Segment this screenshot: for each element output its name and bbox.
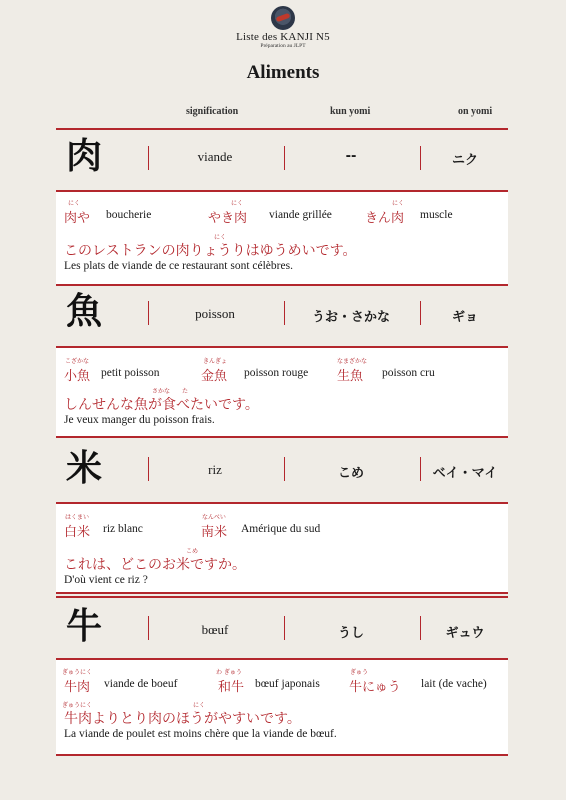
- logo-icon: [271, 6, 295, 30]
- kanji-kun-yomi: --: [345, 149, 357, 164]
- kanji-on-yomi: ベイ・マイ: [432, 466, 498, 481]
- example-word: 肉や: [64, 211, 91, 226]
- word-furigana: わ ぎゅう: [216, 669, 242, 676]
- column-separator: [420, 146, 421, 170]
- example-word: 金魚: [201, 369, 228, 384]
- word-furigana: ぎゅうにく: [62, 669, 93, 676]
- kanji-character: 魚: [66, 291, 103, 332]
- brand-title: Liste des KANJI N5: [236, 31, 330, 43]
- examples-panel: [56, 658, 508, 756]
- example-sentence: これは、どこのお米ですか。: [64, 557, 246, 573]
- word-furigana: にく: [392, 200, 405, 207]
- example-meaning: poisson cru: [382, 367, 435, 379]
- sentence-translation: Je veux manger du poisson frais.: [64, 414, 215, 426]
- examples-panel: [56, 502, 508, 594]
- example-meaning: Amérique du sud: [241, 523, 321, 535]
- word-furigana: にく: [231, 200, 244, 207]
- kanji-character: 米: [66, 448, 103, 489]
- column-separator: [420, 616, 421, 640]
- word-furigana: こざかな: [65, 358, 90, 365]
- sentence-furigana: こめ: [186, 548, 199, 555]
- example-sentence: 牛肉よりとり肉のほうがやすいです。: [64, 711, 301, 727]
- example-meaning: riz blanc: [103, 523, 143, 535]
- header: [0, 6, 566, 49]
- kanji-meaning: bœuf: [201, 622, 229, 637]
- column-header-meaning: signification: [186, 106, 239, 117]
- example-word: 小魚: [64, 369, 91, 384]
- column-separator: [148, 616, 149, 640]
- column-header-kun: kun yomi: [330, 106, 371, 117]
- column-separator: [148, 301, 149, 325]
- column-separator: [420, 301, 421, 325]
- column-separator: [284, 301, 285, 325]
- kanji-meaning: riz: [208, 462, 222, 477]
- example-word: 生魚: [337, 369, 364, 384]
- sentence-translation: D'où vient ce riz ?: [64, 574, 148, 586]
- example-meaning: bœuf japonais: [255, 678, 320, 690]
- page-title: Aliments: [246, 62, 320, 83]
- word-furigana: きんぎょ: [203, 358, 228, 365]
- kanji-on-yomi: ニク: [451, 153, 478, 168]
- example-meaning: petit poisson: [101, 367, 160, 379]
- example-meaning: lait (de vache): [421, 678, 487, 690]
- sentence-furigana: にく: [193, 702, 206, 709]
- example-meaning: muscle: [420, 209, 453, 221]
- examples-panel: [56, 346, 508, 438]
- brand-subtitle: Préparation au JLPT: [260, 43, 306, 49]
- example-sentence: しんせんな魚が食べたいです。: [64, 397, 259, 413]
- kanji-meaning: viande: [197, 149, 233, 164]
- column-separator: [148, 457, 149, 481]
- sentence-furigana: ぎゅうにく: [62, 702, 93, 709]
- sentence-furigana: た: [182, 388, 189, 395]
- example-word: 白米: [64, 525, 91, 540]
- column-separator: [420, 457, 421, 481]
- column-header-on: on yomi: [458, 106, 493, 117]
- word-furigana: ぎゅう: [350, 669, 369, 676]
- kanji-character: 牛: [66, 606, 103, 647]
- kanji-on-yomi: ギョ: [451, 310, 478, 325]
- example-meaning: boucherie: [106, 209, 152, 221]
- example-word: 牛肉: [64, 680, 91, 695]
- divider: [56, 128, 508, 130]
- example-word: 南米: [201, 525, 228, 540]
- column-separator: [284, 146, 285, 170]
- example-word: 牛にゅう: [349, 680, 401, 695]
- sentence-furigana: にく: [214, 234, 227, 241]
- word-furigana: にく: [68, 200, 81, 207]
- example-meaning: poisson rouge: [244, 367, 309, 379]
- word-furigana: なまざかな: [337, 358, 368, 365]
- kanji-kun-yomi: うし: [337, 626, 364, 641]
- column-separator: [148, 146, 149, 170]
- divider: [56, 596, 508, 598]
- kanji-character: 肉: [66, 136, 103, 177]
- sentence-translation: Les plats de viande de ce restaurant sont célèbres.: [64, 260, 293, 272]
- kanji-kun-yomi: うお・さかな: [311, 310, 390, 325]
- example-word: やき肉: [208, 211, 248, 226]
- column-separator: [284, 457, 285, 481]
- example-word: 和牛: [218, 680, 245, 695]
- word-furigana: なんべい: [202, 514, 226, 521]
- example-meaning: viande grillée: [269, 209, 332, 221]
- example-word: きん肉: [365, 211, 405, 226]
- word-furigana: はくまい: [65, 514, 90, 521]
- sentence-translation: La viande de poulet est moins chère que la viande de bœuf.: [64, 728, 337, 740]
- example-meaning: viande de boeuf: [104, 678, 178, 690]
- kanji-meaning: poisson: [195, 306, 235, 321]
- column-separator: [284, 616, 285, 640]
- examples-panel: [56, 190, 508, 286]
- sentence-furigana: さかな: [152, 388, 171, 395]
- example-sentence: このレストランの肉りょうりはゆうめいです。: [64, 243, 357, 259]
- kanji-on-yomi: ギュウ: [445, 626, 485, 641]
- kanji-kun-yomi: こめ: [337, 466, 364, 481]
